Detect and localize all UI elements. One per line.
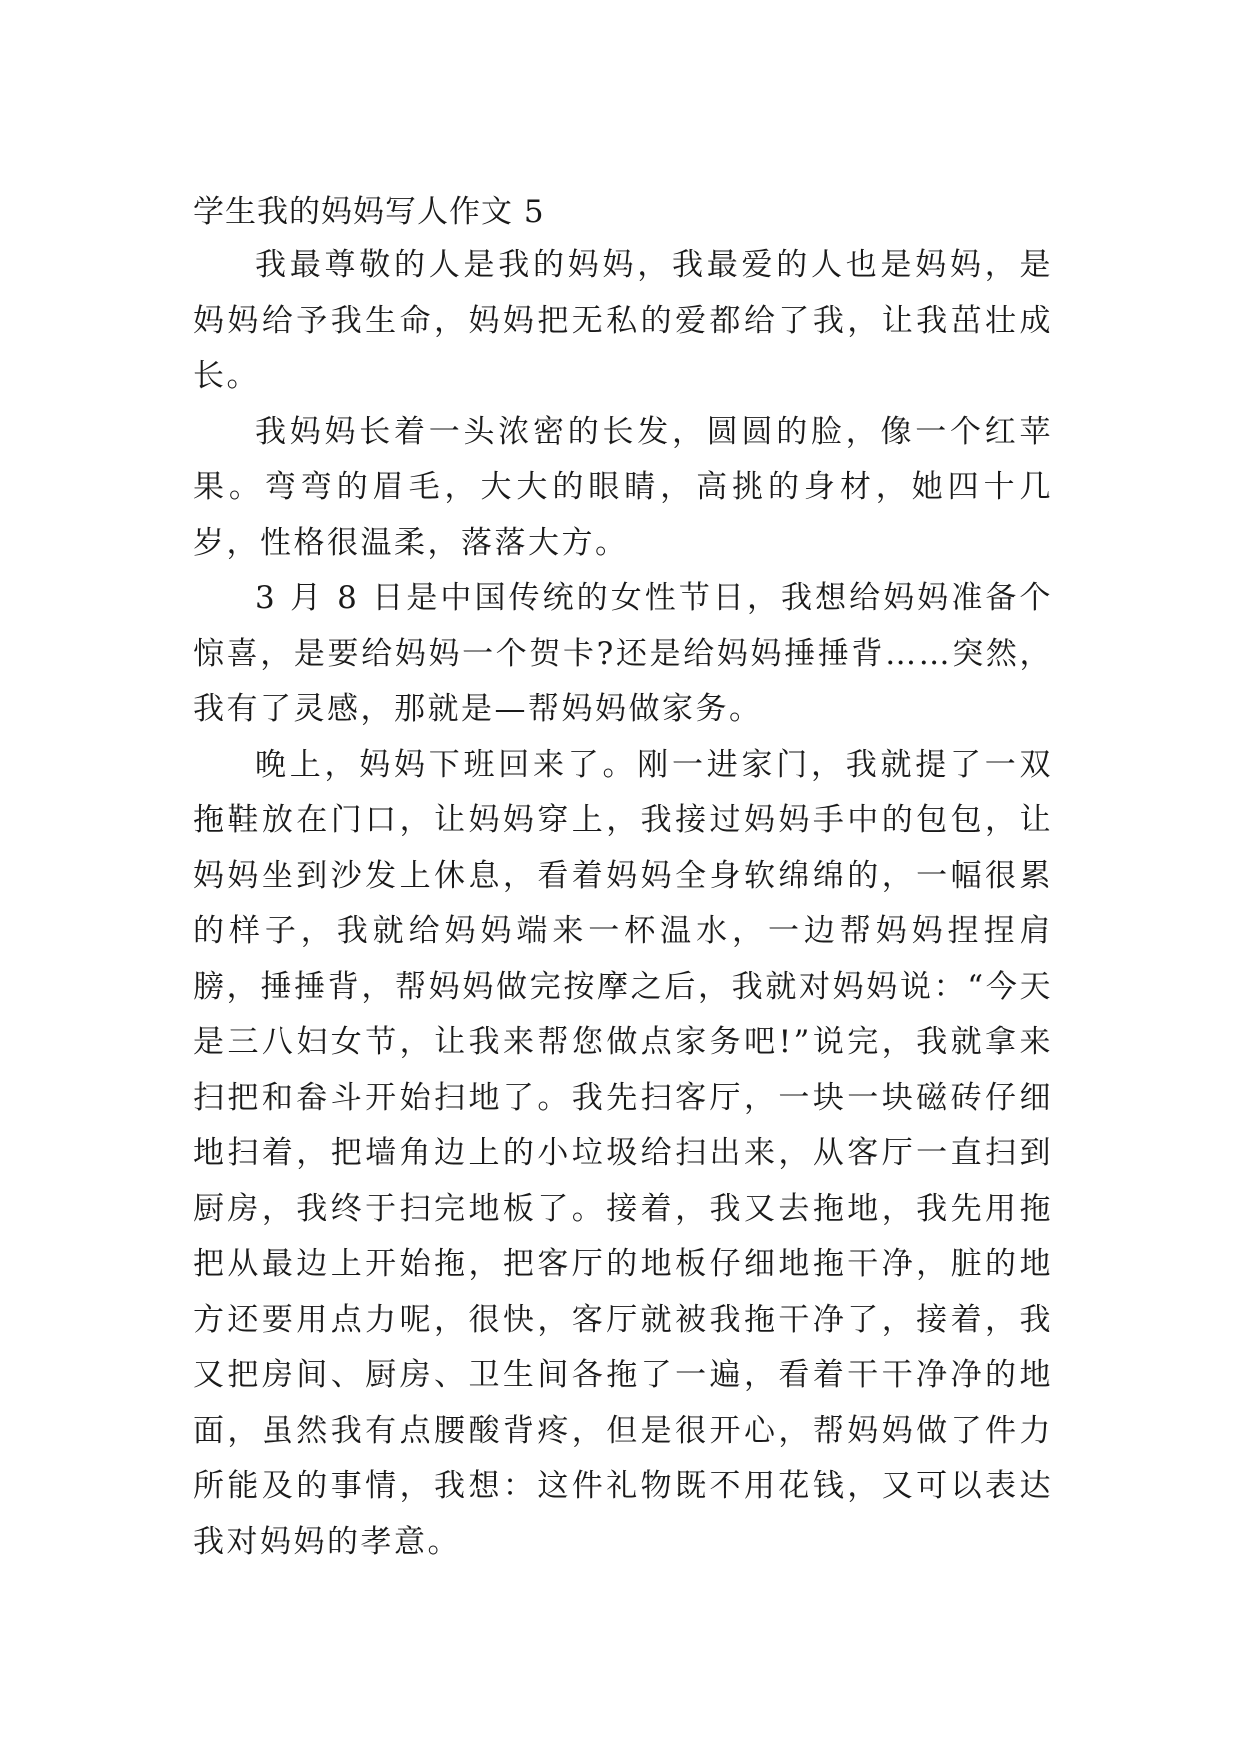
paragraph-2: 我妈妈长着一头浓密的长发，圆圆的脸，像一个红苹果。弯弯的眉毛，大大的眼睛，高挑的身材，她四十几岁，性格很温柔，落落大方。: [193, 413, 1053, 561]
document-title: 学生我的妈妈写人作文 5: [193, 194, 545, 230]
paragraph-3: 3 月 8 日是中国传统的女性节日，我想给妈妈准备个惊喜，是要给妈妈一个贺卡?还是给妈妈捶捶背……突然，我有了灵感，那就是—帮妈妈做家务。: [193, 580, 1053, 727]
paragraph-4: 晚上，妈妈下班回来了。刚一进家门，我就提了一双拖鞋放在门口，让妈妈穿上，我接过妈妈手中的包包，让妈妈坐到沙发上休息，看着妈妈全身软绵绵的，一幅很累的样子，我就给妈妈端来一杯温水，一边帮妈妈捏捏肩膀，捶捶背，帮妈妈做完按摩之后，我就对妈妈说：“今天是三八妇女节，让我来帮您做点家务吧!”说完，我就拿来扫把和畚斗开始扫地了。我先扫客厅，一块一块磁砖仔细地扫着，把墙角边上的小垃圾给扫出来，从客厅一直扫到厨房，我终于扫完地板了。接着，我又去拖地，我先用拖把从最边上开始拖，把客厅的地板仔细地拖干净，脏的地方还要用点力呢，很快，客厅就被我拖干净了，接着，我又把房间、厨房、卫生间各拖了一遍，看着干干净净的地面，虽然我有点腰酸背疼，但是很开心，帮妈妈做了件力所能及的事情，我想：这件礼物既不用花钱，又可以表达我对妈妈的孝意。: [193, 746, 1053, 1560]
paragraph-1: 我最尊敬的人是我的妈妈，我最爱的人也是妈妈，是妈妈给予我生命，妈妈把无私的爱都给了我，让我茁壮成长。: [193, 247, 1053, 394]
document-body: [193, 190, 1053, 1570]
